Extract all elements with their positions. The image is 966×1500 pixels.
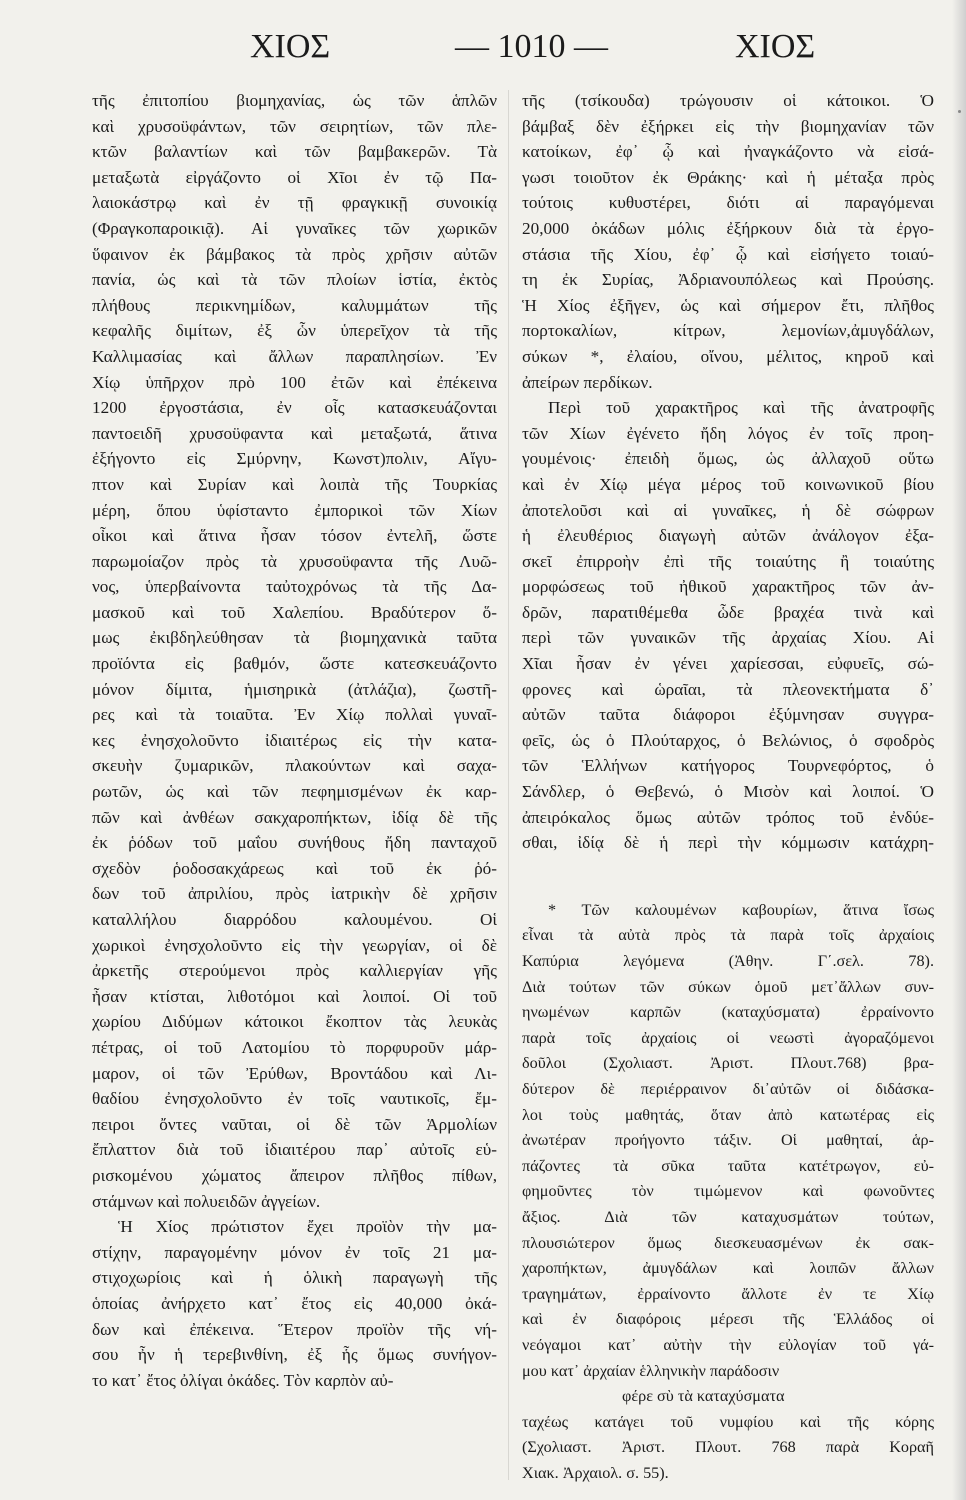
text-line: σθαι, ἰδίᾳ δὲ ἡ περὶ τὴν κόμμωσιν κατάχρη-	[522, 833, 934, 853]
text-line: πορτοκαλίων, κίτρων, λεμονίων,ἀμυγδάλων,	[522, 321, 934, 341]
text-line: (Φραγκοπαροικιᾷ). Αἱ γυναῖκες τῶν χωρικῶν	[92, 218, 497, 238]
text-line: τῶν Χίων ἐγένετο ἤδη λόγος ἐν τοῖς προη-	[522, 423, 934, 443]
text-line: (Σχολιαστ. Ἀριστ. Πλουτ. 768 παρὰ Κοραῆ	[522, 1438, 934, 1457]
text-line: στάσια τῆς Χίου, ἐφ᾽ ᾧ καὶ εἰσήγετο τοιαύ-	[522, 244, 934, 264]
text-line: κτῶν βαλαντίων καὶ τῶν βαμβακερῶν. Τὰ	[92, 142, 497, 162]
text-line: πανία, ὡς καὶ τὰ τῶν πλοίων ἱστία, ἐκτὸς	[92, 270, 497, 290]
text-line: πειροι ὄντες ναῦται, οἱ δὲ τῶν Ἁρμολίων	[92, 1114, 497, 1134]
text-line: ἀπείρων περδίκων.	[522, 372, 653, 392]
text-line: πάζοντες τὰ σῦκα ταῦτα κατέτρωγον, εὐ-	[522, 1156, 934, 1175]
text-line: βάμβαξ δὲν ἐξήρκει εἰς τὴν βιομηχανίαν τῶν	[522, 116, 934, 136]
text-line: Χιακ. Ἀρχαιολ. σ. 55).	[522, 1463, 669, 1482]
text-line: χωρίου Διδύμων κάτοικοι ἔκοπτον τὰς λευκὰς	[92, 1012, 497, 1032]
text-line: το κατ᾽ ἔτος ὀλίγαι ὀκάδες. Τὸν καρπὸν αὐ-	[92, 1370, 394, 1390]
text-line: 20,000 ὀκάδων μόλις ἐξήρκουν διὰ τὰ ἐργο-	[522, 218, 934, 238]
scan-mark	[958, 110, 961, 113]
text-line: τῶν Ἑλλήνων κατήγορος Τουρνεφόρτος, ὁ	[522, 756, 934, 776]
text-line: Ἡ Χίος πρώτιστον ἔχει προϊὸν τὴν μα-	[118, 1217, 497, 1237]
text-line: μασκοῦ καὶ τοῦ Χαλεπίου. Βραδύτερον ὅ-	[92, 602, 497, 622]
text-line: ἦσαν κτίσται, λιθοτόμοι καὶ λοιποί. Οἱ τοῦ	[92, 986, 497, 1006]
text-line: φρονες καὶ ὡραῖαι, τὰ πλεονεκτήματα δ᾽	[522, 679, 934, 699]
text-line: τῆς ἐπιτοπίου βιομηχανίας, ὡς τῶν ἁπλῶν	[92, 91, 497, 110]
text-line: κατοίκων, ἐφ᾽ ᾧ καὶ ἠναγκάζοντο νὰ εἰσά-	[522, 142, 934, 162]
text-line: φημοῦντες τὸν τιμώμενον καὶ φωνοῦντες	[522, 1182, 934, 1201]
text-line: σκευὴν ζυμαρικῶν, πλακούντων καὶ σαχα-	[92, 756, 497, 776]
text-line: σκεῖ ἐπιρροὴν ἐπὶ τῆς τοιαύτης ἢ τοιαύτης	[522, 551, 934, 571]
text-line: στάμνων καὶ πολυειδῶν ἀγγείων.	[92, 1191, 321, 1211]
text-line: μόνον δίμιτα, ἡμισηρικὰ (ἀτλάζια), ζωστῆ-	[92, 679, 497, 699]
text-line: Καλλιμασίας καὶ ἄλλων παραπλησίων. Ἐν	[92, 346, 497, 366]
text-line: Ἡ Χίος ἐξῆγεν, ὡς καὶ σήμερον ἔτι, πλῆθος	[522, 295, 934, 315]
text-line: ταχέως κατάγει τοῦ νυμφίου καὶ τῆς κόρης	[522, 1412, 934, 1431]
text-line: ἀπειρόκαλος ὅμως αὐτῶν τρόπος τοῦ ἐνδύε-	[522, 807, 934, 827]
text-line: λαιοκάστρῳ καὶ ἐν τῇ φραγκικῇ συνοικίᾳ	[92, 193, 497, 213]
text-line: τραγημάτων, ἐρραίνοντο ἄλλοτε ἐν τε Χίῳ	[522, 1284, 934, 1303]
text-line: οἶκοι καὶ ἅτινα ἦσαν τόσον ἐντελῆ, ὥστε	[92, 526, 497, 546]
text-line: μεταξωτὰ εἰργάζοντο οἱ Χῖοι ἐν τῷ Πα-	[92, 167, 497, 187]
text-line: νεόγαμοι κατ᾽ αὐτὴν τὴν εὐλογίαν τοῦ γά-	[522, 1335, 934, 1354]
right-column	[522, 88, 934, 1486]
text-line: πῶν καὶ ἀνθέων σακχαροπήκτων, ἰδίᾳ δὲ τῆς	[92, 807, 497, 827]
text-line: ηνωμένων καρπῶν (καταχύσματα) ἐρραίνοντο	[522, 1003, 934, 1022]
text-line: θαδίου ἐνησχολοῦντο ἐν τοῖς ναυτικοῖς, ἔμ-	[92, 1089, 497, 1109]
text-line: γουμένοις· ἐπειδὴ ὅμως, ὡς ἀλλαχοῦ οὕτω	[522, 449, 934, 469]
text-line: καὶ χρυσοϋφάντων, τῶν σειρητίων, τῶν πλε-	[92, 116, 497, 136]
text-line: ἐξήγοντο εἰς Σμύρνην, Κωνστ)πολιν, Αἴγυ-	[92, 449, 497, 469]
text-line: μαρον, οἱ τῶν Ἐρύθων, Βροντάδου καὶ Λι-	[92, 1063, 497, 1083]
text-line: νος, ὑπερβαίνοντα ταὐτοχρόνως τὰ τῆς Δα-	[92, 577, 497, 597]
text-line: τούτοις κυθυστέρει, διότι αἱ παραγόμεναι	[522, 193, 934, 213]
text-line: περὶ τῶν γυναικῶν τῆς ἀρχαίας Χίου. Αἱ	[522, 628, 934, 648]
text-line: χωρικοὶ ἐνησχολοῦντο εἰς τὴν γεωργίαν, οἱ δὲ	[92, 935, 497, 955]
text-line: σχεδὸν ῥοδοσακχάρεως καὶ τοῦ ἐκ ῥό-	[92, 858, 497, 878]
text-line: λοι τοὺς μαθητάς, ὅταν ἀπὸ κατωτέρας εἰς	[522, 1105, 934, 1124]
text-line: αὐτῶν ταῦτα διάφοροι ἐξύμνησαν συγγρα-	[522, 705, 934, 725]
text-line: κεφαλῆς διμίτων, ἐξ ὧν ὑπερεῖχον τὰ τῆς	[92, 321, 497, 341]
text-line: ἀνωτέραν προήγοντο τάξιν. Οἱ μαθηταί, ἁρ-	[522, 1131, 934, 1150]
text-line: πλήθους περικνημίδων, καλυμμάτων τῆς	[92, 295, 497, 315]
text-line: ρες καὶ τὰ τοιαῦτα. Ἐν Χίῳ πολλαὶ γυναῖ-	[92, 705, 497, 725]
text-line: παρωμοίαζον πρὸς τὰ χρυσοϋφαντα τῆς Λυῶ-	[92, 551, 497, 571]
text-line: ὕφαινον ἐκ βάμβακος τὰ πρὸς χρῆσιν αὐτῶν	[92, 244, 497, 264]
text-line: ἔπλαττον διὰ τοῦ ἰδιαιτέρου παρ᾽ αὐτοῖς εὑ-	[92, 1140, 497, 1160]
text-line: γωσι τοιοῦτον ἐκ Θράκης· καὶ ἡ μέταξα πρὸς	[522, 167, 934, 187]
text-line: δων καὶ ἐπέκεινα. Ἕτερον προϊὸν τῆς νή-	[92, 1319, 497, 1339]
text-line: πτον καὶ Συρίαν καὶ λοιπὰ τῆς Τουρκίας	[92, 474, 497, 494]
text-line: δύτερον δὲ περιέρραινον δι᾽αὐτῶν οἱ διδάσκα-	[522, 1079, 934, 1098]
text-line: στιχοχωρίοις καὶ ἡ ὁλικὴ παραγωγὴ τῆς	[92, 1268, 497, 1288]
text-line: παντοειδῆ χρυσοϋφαντα καὶ μεταξωτά, ἅτινα	[92, 423, 497, 443]
header-left-title: ΧΙΟΣ	[250, 28, 331, 65]
text-line: σου ἦν ἡ τερεβινθίνη, ἐξ ἧς ὅμως συνήγον-	[92, 1345, 497, 1365]
text-line: μως ἐκιβδηλεύθησαν τὰ βιομηχανικὰ ταῦτα	[92, 628, 497, 648]
text-line: φεῖς, ὡς ὁ Πλούταρχος, ὁ Βελώνιος, ὁ σφοδρὸς	[522, 730, 934, 750]
text-line: Περὶ τοῦ χαρακτῆρος καὶ τῆς ἀνατροφῆς	[548, 398, 934, 418]
text-line: χαροπήκτων, ἀμυγδάλων καὶ λοιπῶν ἄλλων	[522, 1259, 934, 1278]
text-line: ἐκ ῥόδων τοῦ μαΐου συνήθους ἤδη πανταχοῦ	[92, 833, 497, 853]
page-header	[70, 28, 890, 78]
text-line: εἶναι τὰ αὐτὰ πρὸς τὰ παρὰ τοῖς ἀρχαίοις	[522, 926, 934, 945]
text-line: δοῦλοι (Σχολιαστ. Ἀριστ. Πλουτ.768) βρα-	[522, 1054, 934, 1073]
text-line: ἀρκετῆς στερούμενοι πρὸς καλλιεργίαν γῆς	[92, 961, 497, 981]
text-line: Σάνδλερ, ὁ Θεβενώ, ὁ Μισὸν καὶ λοιποί. Ὁ	[522, 782, 934, 802]
text-line: Χῖαι ἦσαν ἐν γένει χαρίεσσαι, εὐφυεῖς, σώ-	[522, 654, 934, 674]
page-edge-shadow	[952, 0, 966, 1500]
text-line: κες ἐνησχολοῦντο ἰδιαιτέρως εἰς τὴν κατα-	[92, 730, 497, 750]
text-line: τη ἐκ Συρίας, Ἀδριανουπόλεως καὶ Προύσης.	[522, 270, 934, 290]
text-line: ἀποτελοῦσι καὶ αἱ γυναῖκες, ἡ δὲ σώφρων	[522, 500, 934, 520]
left-column	[92, 88, 497, 1393]
text-line: Χίῳ ὑπῆρχον πρὸ 100 ἐτῶν καὶ ἐπέκεινα	[92, 372, 497, 392]
footnote-gap	[522, 856, 934, 898]
header-right-title: ΧΙΟΣ	[735, 28, 816, 65]
page-number: — 1010 —	[455, 28, 608, 65]
text-line: πλουσιώτερον ὅμως διεσκευασμένων ἐκ σακ-	[522, 1233, 934, 1252]
text-line: πέτρας, οἱ τοῦ Λατομίου τὸ πορφυροῦν μάρ-	[92, 1037, 497, 1057]
text-line: ρωτῶν, ὡς καὶ τῶν πεφημισμένων ἐκ καρ-	[92, 782, 497, 802]
text-line: φέρε σὺ τὰ καταχύσματα	[622, 1387, 785, 1406]
footnote	[522, 898, 934, 1487]
text-line: ἄξιος. Διὰ τῶν καταχυσμάτων τούτων,	[522, 1207, 934, 1226]
text-line: προϊόντα εἰς βαθμόν, ὥστε κατεσκευάζοντο	[92, 654, 497, 674]
text-line: παρὰ τοῖς ἀρχαίοις οἱ νεωστὶ ἀγοραζόμενοι	[522, 1028, 934, 1047]
text-line: μορφώσεως τοῦ ἠθικοῦ χαρακτῆρος τῶν ἀν-	[522, 577, 934, 597]
text-line: Καπύρια λεγόμενα (Ἀθην. Γ΄.σελ. 78).	[522, 952, 934, 970]
text-line: * Τῶν καλουμένων καβουρίων, ἅτινα ἴσως	[548, 900, 934, 919]
text-line: καὶ ἐν διαφόροις μέρεσι τῆς Ἑλλάδος οἱ	[522, 1310, 934, 1329]
text-line: δων τοῦ ἀπριλίου, πρὸς ἰατρικὴν δὲ χρῆσιν	[92, 884, 497, 904]
text-line: ρισκομένου χώματος ἄπειρον πλῆθος πίθων,	[92, 1165, 497, 1185]
text-line: 1200 ἐργοστάσια, ἐν οἷς κατασκευάζονται	[92, 398, 497, 418]
text-line: μέρη, ὅπου ὑφίσταντο ἐμπορικοὶ τῶν Χίων	[92, 500, 497, 520]
text-line: μου κατ᾽ ἀρχαίαν ἑλληνικὴν παράδοσιν	[522, 1361, 780, 1380]
text-line: σύκων *, ἐλαίου, οἴνου, μέλιτος, κηροῦ καὶ	[522, 346, 934, 366]
text-line: καταλλήλου διαρρόδου καλουμένου. Οἱ	[92, 910, 497, 929]
text-line: τῆς (τσίκουδα) τρώγουσιν οἱ κάτοικοι. Ὁ	[522, 91, 934, 110]
text-line: ἡ ἐλευθέριος διαγωγὴ αὐτῶν ἀνάλογον ἐξα-	[522, 526, 934, 546]
text-line: δρῶν, παρατιθέμεθα ὧδε βραχέα τινὰ καὶ	[522, 602, 934, 622]
column-divider	[508, 90, 509, 1480]
text-line: Διὰ τούτων τῶν σύκων ὁμοῦ μετ᾽ἄλλων συν-	[522, 977, 934, 996]
text-line: ὁποίας ἀνήρχετο κατ᾽ ἔτος εἰς 40,000 ὀκά-	[92, 1293, 497, 1313]
text-line: καὶ ἐν Χίῳ μέγα μέρος τοῦ κοινωνικοῦ βίου	[522, 474, 934, 494]
text-line: στίχην, παραγομένην μόνον ἐν τοῖς 21 μα-	[92, 1242, 497, 1262]
